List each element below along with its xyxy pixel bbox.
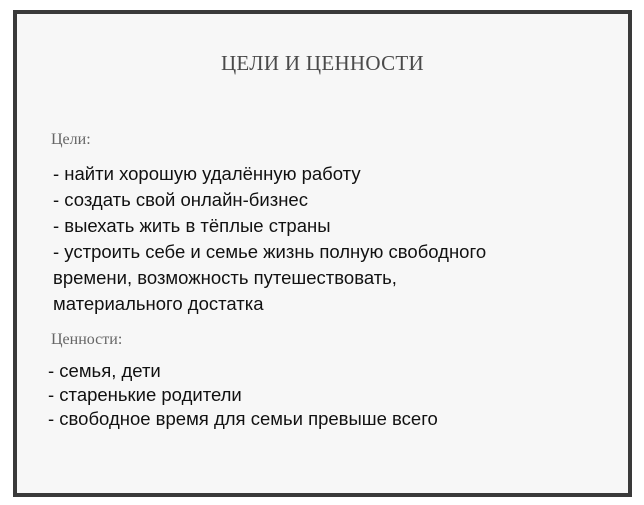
values-section-label: Ценности: <box>51 331 123 348</box>
goals-list-item: материального достатка <box>53 293 264 314</box>
goals-list-item: - устроить себе и семье жизнь полную свободного <box>53 241 487 262</box>
goals-list-item: времени, возможность путешествовать, <box>53 267 397 288</box>
page-title: ЦЕЛИ И ЦЕННОСТИ <box>220 51 425 75</box>
goals-list-item: - найти хорошую удалённую работу <box>53 163 361 184</box>
goals-list <box>53 161 613 317</box>
values-list-item: - свободное время для семьи превыше всего <box>48 408 438 429</box>
values-list-item: - старенькие родители <box>48 384 242 405</box>
values-list <box>48 359 608 431</box>
goals-section-label: Цели: <box>51 131 91 148</box>
goals-list-item: - создать свой онлайн-бизнес <box>53 189 308 210</box>
document-card <box>13 10 632 497</box>
values-list-item: - семья, дети <box>48 360 161 381</box>
goals-list-item: - выехать жить в тёплые страны <box>53 215 331 236</box>
